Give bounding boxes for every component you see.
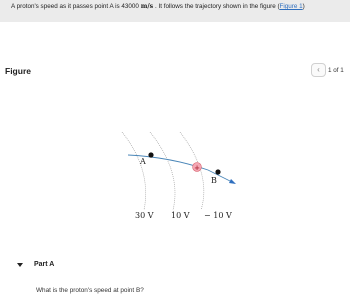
point-a — [148, 152, 153, 157]
figure-pager: 1 of 1 — [328, 67, 344, 74]
point-b — [215, 169, 220, 174]
problem-text-start: A proton's speed as it passes point A is 43000 — [11, 3, 141, 10]
proton-charge-symbol: + — [194, 163, 200, 172]
figure-link[interactable]: Figure 1 — [279, 3, 303, 10]
problem-text-middle: . It follows the trajectory shown in the figure ( — [153, 3, 280, 10]
figure-title: Figure — [5, 66, 31, 76]
chevron-left-icon: ‹ — [317, 65, 320, 74]
figure-header — [0, 57, 350, 83]
figure-diagram — [90, 132, 260, 227]
speed-unit: m/s — [140, 3, 154, 10]
trajectory-diagram — [90, 132, 260, 227]
point-a-label: A — [140, 157, 146, 166]
equipotential-line-10v — [150, 132, 175, 210]
point-b-label: B — [211, 176, 217, 185]
problem-statement — [0, 0, 350, 22]
potential-label-30v: 30 V — [135, 211, 154, 220]
caret-down-icon — [17, 263, 23, 267]
problem-text-end: ) — [302, 3, 305, 10]
potential-label-10v: 10 V — [171, 211, 190, 220]
part-a-header[interactable] — [0, 256, 350, 276]
part-a-label: Part A — [34, 261, 55, 268]
part-a-question: What is the proton's speed at point B? — [36, 287, 144, 294]
equipotential-line-30v — [122, 132, 146, 210]
potential-label-minus10v: − 10 V — [204, 211, 232, 220]
equipotential-line-minus10v — [180, 132, 204, 210]
trajectory-arrowhead — [229, 179, 236, 184]
previous-figure-button[interactable] — [311, 63, 326, 77]
